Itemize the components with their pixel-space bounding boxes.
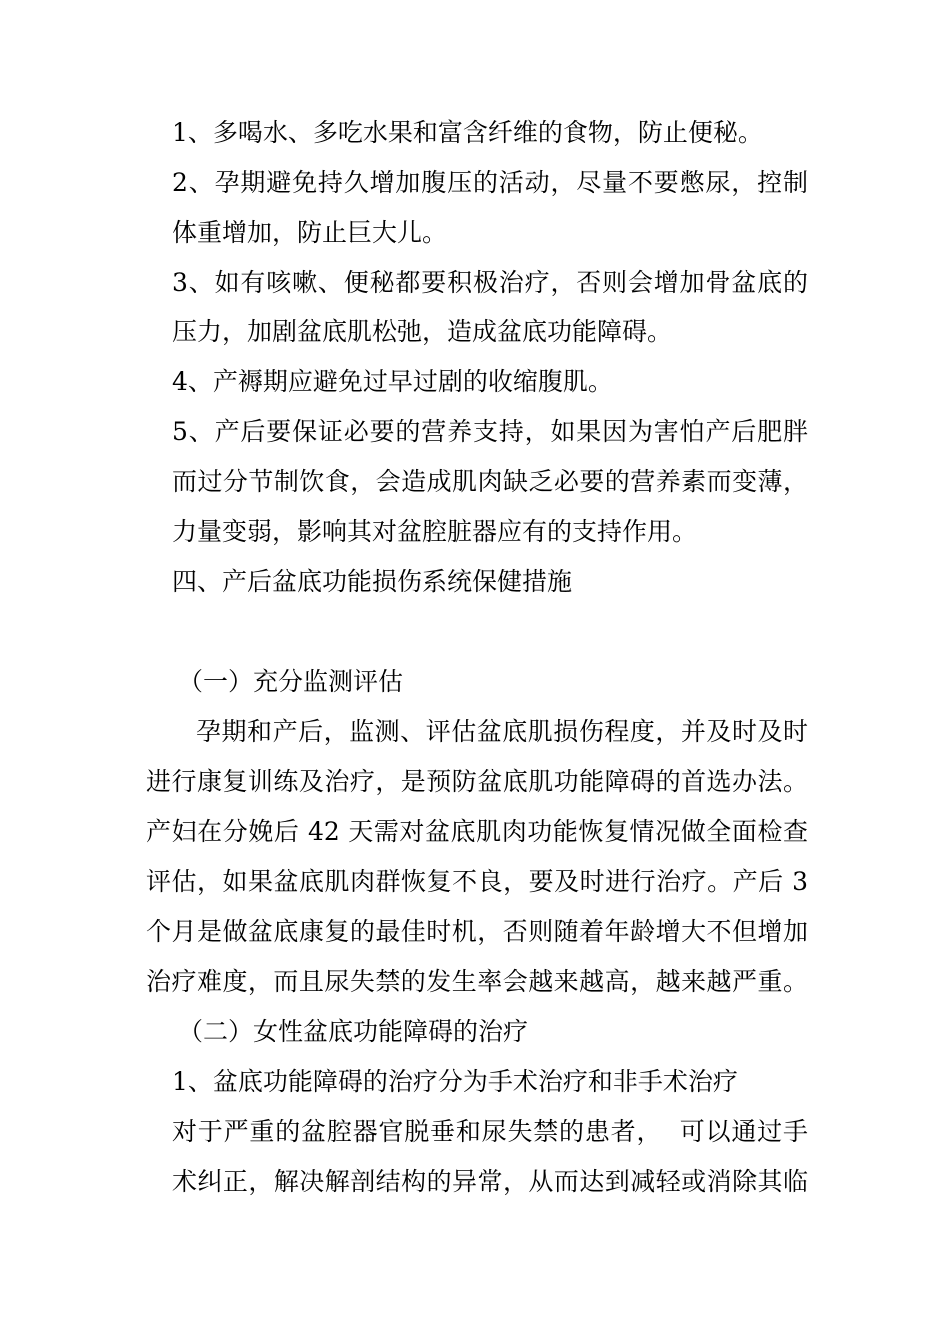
list-item-4: 4、产褥期应避免过早过剧的收缩腹肌。: [172, 367, 613, 396]
list-item-5-line-3: 力量变弱，影响其对盆腔脏器应有的支持作用。: [172, 517, 698, 546]
list-item-3-line-2: 压力，加剧盆底肌松弛，造成盆底功能障碍。: [172, 317, 673, 346]
list-item-3-line-1: 3、如有咳嗽、便秘都要积极治疗，否则会增加骨盆底的: [172, 268, 808, 297]
paragraph-1-line-4: 评估，如果盆底肌肉群恢复不良，要及时进行治疗。产后 3: [146, 867, 808, 896]
subsection-heading-1: （一）充分监测评估: [178, 667, 404, 696]
treatment-line-2: 术纠正，解决解剖结构的异常，从而达到减轻或消除其临: [172, 1167, 808, 1196]
paragraph-1-line-6: 治疗难度，而且尿失禁的发生率会越来越高，越来越严重。: [146, 967, 808, 996]
list-item-2-line-1: 2、孕期避免持久增加腹压的活动，尽量不要憋尿，控制: [172, 168, 808, 197]
paragraph-1-line-5: 个月是做盆底康复的最佳时机，否则随着年龄增大不但增加: [146, 917, 808, 946]
subsection-heading-2: （二）女性盆底功能障碍的治疗: [178, 1017, 529, 1046]
list-item-5-line-2: 而过分节制饮食，会造成肌肉缺乏必要的营养素而变薄，: [172, 467, 808, 496]
section-heading-4: 四、产后盆底功能损伤系统保健措施: [172, 567, 573, 596]
treatment-line-1: 对于严重的盆腔器官脱垂和尿失禁的患者， 可以通过手: [172, 1117, 808, 1146]
list-item-2-line-2: 体重增加，防止巨大儿。: [172, 218, 448, 247]
paragraph-1-line-1: 孕期和产后，监测、评估盆底肌损伤程度，并及时及时: [196, 717, 808, 746]
paragraph-1-line-2: 进行康复训练及治疗，是预防盆底肌功能障碍的首选办法。: [146, 767, 808, 796]
treatment-item-1: 1、盆底功能障碍的治疗分为手术治疗和非手术治疗: [172, 1067, 738, 1096]
list-item-5-line-1: 5、产后要保证必要的营养支持，如果因为害怕产后肥胖: [172, 417, 808, 446]
paragraph-1-line-3: 产妇在分娩后 42 天需对盆底肌肉功能恢复情况做全面检查: [146, 817, 808, 846]
list-item-1: 1、多喝水、多吃水果和富含纤维的食物，防止便秘。: [172, 118, 763, 147]
